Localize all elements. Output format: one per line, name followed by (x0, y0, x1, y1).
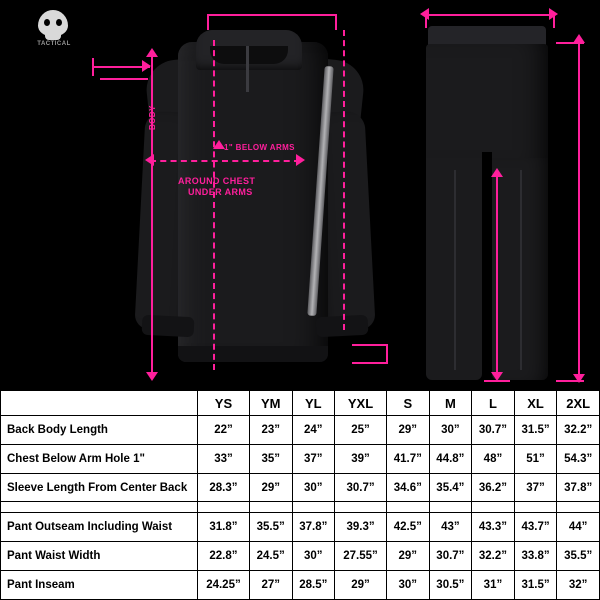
back-body-length-guide (213, 40, 215, 370)
brand-name: TACTICAL (37, 41, 71, 47)
cell: 30” (292, 542, 335, 571)
cell: 22.8” (198, 542, 250, 571)
cell: 30.7” (429, 542, 472, 571)
waist-tick-left (425, 14, 427, 28)
label-body: BODY (148, 105, 157, 130)
collar-measure-arrow (142, 60, 151, 72)
header-measurement (1, 391, 198, 416)
cell: 33” (198, 444, 250, 473)
header-size-yl: YL (292, 391, 335, 416)
sleeve-measure-top-line (207, 14, 337, 16)
pants-seam-right (520, 170, 522, 370)
table-row (1, 416, 600, 445)
jacket-figure (140, 20, 370, 380)
waist-tick-right (553, 14, 555, 28)
cell: 35” (249, 444, 292, 473)
cell: 29” (387, 416, 430, 445)
outseam-bottom-tick (556, 380, 584, 382)
spacer-cell (387, 502, 430, 513)
cell: 37” (514, 473, 557, 502)
table-header-row (1, 391, 600, 416)
cell: 29” (249, 473, 292, 502)
row-label-chest-below-arm-hole: Chest Below Arm Hole 1" (1, 444, 198, 473)
cell: 31.5” (514, 416, 557, 445)
cell: 22” (198, 416, 250, 445)
cell: 35.5” (557, 542, 600, 571)
size-chart-table-container (0, 390, 600, 600)
jacket-torso (178, 42, 328, 362)
cell: 37.8” (557, 473, 600, 502)
cell: 30.5” (429, 571, 472, 600)
cell: 32” (557, 571, 600, 600)
sleeve-end-tick (386, 344, 388, 364)
cell: 34.6” (387, 473, 430, 502)
cell: 32.2” (557, 416, 600, 445)
outseam-top-tick (556, 42, 584, 44)
jacket-hem (178, 346, 328, 362)
header-size-s: S (387, 391, 430, 416)
cell: 30” (292, 473, 335, 502)
cell: 28.5” (292, 571, 335, 600)
cell: 42.5” (387, 513, 430, 542)
jacket-cuff-left (142, 315, 195, 338)
cell: 33.8” (514, 542, 557, 571)
cell: 54.3” (557, 444, 600, 473)
inseam-bottom-tick (484, 380, 510, 382)
spacer-cell (514, 502, 557, 513)
cell: 41.7” (387, 444, 430, 473)
cell: 27.55” (335, 542, 387, 571)
header-size-yxl: YXL (335, 391, 387, 416)
outseam-measure-line (578, 42, 580, 378)
collar-measure-line2 (100, 78, 148, 80)
jacket-cuff-right (316, 315, 369, 338)
header-size-ym: YM (249, 391, 292, 416)
pants-seam-left (454, 170, 456, 370)
row-label-pant-inseam: Pant Inseam (1, 571, 198, 600)
brand-logo (18, 10, 90, 56)
cell: 36.2” (472, 473, 515, 502)
header-size-m: M (429, 391, 472, 416)
cell: 25” (335, 416, 387, 445)
spacer-cell (472, 502, 515, 513)
back-body-length-line (151, 56, 153, 376)
cell: 27” (249, 571, 292, 600)
cell: 24” (292, 416, 335, 445)
table-row (1, 513, 600, 542)
waist-measure-line (425, 14, 553, 16)
chest-measure-guide (150, 160, 300, 162)
cell: 31.8” (198, 513, 250, 542)
label-under-arms: UNDER ARMS (188, 187, 253, 197)
cell: 35.4” (429, 473, 472, 502)
header-size-xl: XL (514, 391, 557, 416)
pants-figure (408, 20, 578, 388)
cell: 24.5” (249, 542, 292, 571)
inseam-measure-line (496, 176, 498, 376)
skull-jaw-icon (45, 33, 61, 40)
spacer-cell (198, 502, 250, 513)
sleeve-right-guide (343, 30, 345, 330)
label-around-chest: AROUND CHEST (178, 176, 256, 186)
table-row (1, 444, 600, 473)
sleeve-measure-tick-right (335, 14, 337, 30)
cell: 48” (472, 444, 515, 473)
row-label-back-body-length: Back Body Length (1, 416, 198, 445)
cell: 37.8” (292, 513, 335, 542)
cell: 28.3” (198, 473, 250, 502)
cell: 30” (387, 571, 430, 600)
chest-arrow-right (296, 154, 305, 166)
spacer-cell (335, 502, 387, 513)
cell: 44” (557, 513, 600, 542)
spacer-cell (292, 502, 335, 513)
cell: 43.3” (472, 513, 515, 542)
cell: 39” (335, 444, 387, 473)
cell: 51” (514, 444, 557, 473)
cell: 39.3” (335, 513, 387, 542)
collar-measure-tick (92, 58, 94, 76)
cell: 31” (472, 571, 515, 600)
row-label-sleeve-length: Sleeve Length From Center Back (1, 473, 198, 502)
cell: 31.5” (514, 571, 557, 600)
cell: 30.7” (472, 416, 515, 445)
table-row (1, 473, 600, 502)
size-chart-table (0, 390, 600, 600)
cell: 30.7” (335, 473, 387, 502)
spacer-cell (429, 502, 472, 513)
cell: 23” (249, 416, 292, 445)
cell: 30” (429, 416, 472, 445)
sleeve-end-line2 (352, 362, 388, 364)
header-size-l: L (472, 391, 515, 416)
cell: 29” (387, 542, 430, 571)
back-body-length-arrow-up (146, 48, 158, 57)
jacket-zipper (246, 46, 249, 92)
inseam-arrow-up (491, 168, 503, 177)
cell: 24.25” (198, 571, 250, 600)
spacer-cell (249, 502, 292, 513)
sleeve-measure-tick-left (207, 14, 209, 30)
pants-hip (426, 44, 548, 164)
jacket-collar-inner (210, 46, 288, 64)
sleeve-end-line (352, 344, 388, 346)
cell: 29” (335, 571, 387, 600)
table-row (1, 542, 600, 571)
cell: 44.8” (429, 444, 472, 473)
back-body-length-arrow-down (146, 372, 158, 381)
table-row (1, 571, 600, 600)
table-spacer-row (1, 502, 600, 513)
spacer-cell (557, 502, 600, 513)
cell: 32.2” (472, 542, 515, 571)
header-size-2xl: 2XL (557, 391, 600, 416)
cell: 37” (292, 444, 335, 473)
row-label-pant-outseam: Pant Outseam Including Waist (1, 513, 198, 542)
label-below-arms: 1" BELOW ARMS (224, 143, 295, 152)
cell: 35.5” (249, 513, 292, 542)
chest-arrow-left (145, 154, 154, 166)
row-label-pant-waist-width: Pant Waist Width (1, 542, 198, 571)
cell: 43.7” (514, 513, 557, 542)
cell: 43” (429, 513, 472, 542)
spacer-cell (1, 502, 198, 513)
header-size-ys: YS (198, 391, 250, 416)
